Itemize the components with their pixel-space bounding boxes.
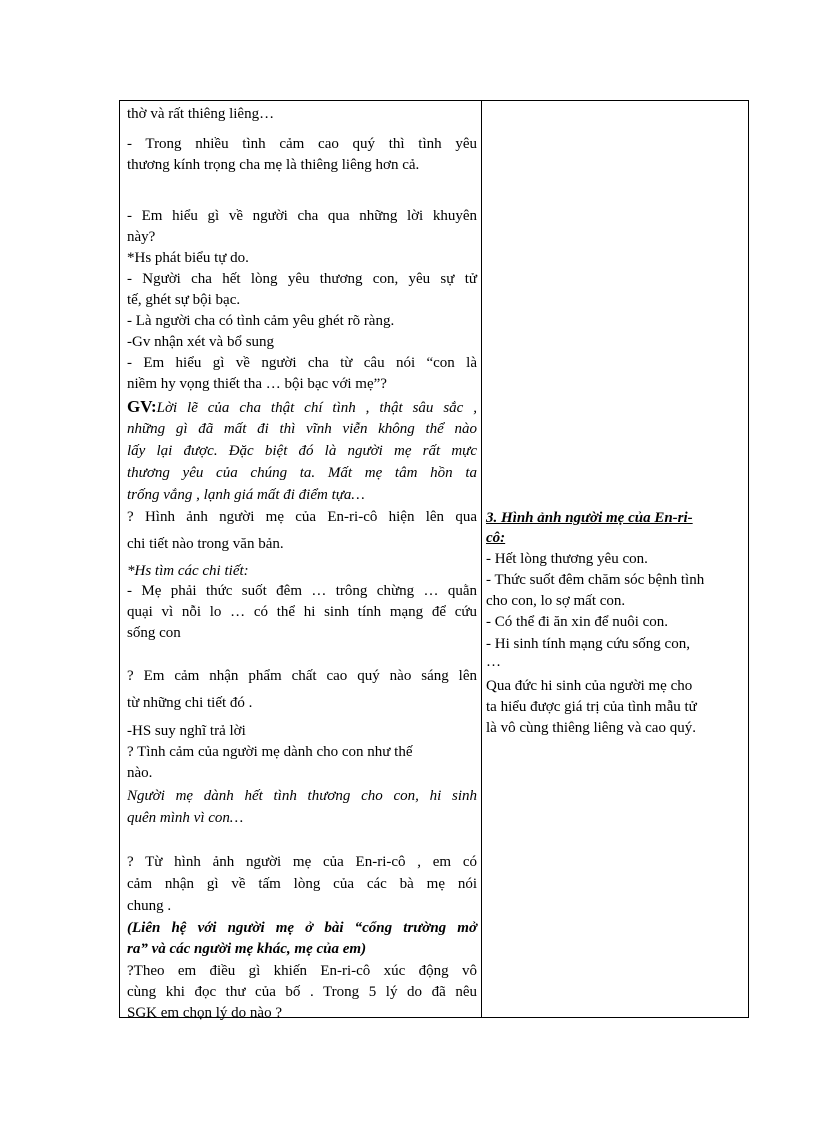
text-line: - Là người cha có tình cảm yêu ghét rõ ràng. xyxy=(127,313,395,329)
text-line: trống vắng , lạnh giá mất đi điểm tựa… xyxy=(127,487,365,503)
text-line: - Em hiểu gì về người cha qua những lời khuyên xyxy=(127,208,477,224)
text-line: ra” và các người mẹ khác, mẹ của em) xyxy=(127,941,367,957)
text-line: thương yêu của chúng ta. Mất mẹ tâm hồn ta xyxy=(127,465,477,481)
text-line: (Liên hệ với người mẹ ở bài “cổng trường mở xyxy=(127,920,477,936)
teacher-student-activity-column xyxy=(120,101,481,1021)
text-line: - Em hiểu gì về người cha từ câu nói “con là xyxy=(127,355,477,371)
text-line: chi tiết nào trong văn bản. xyxy=(127,536,284,552)
text-line: cảm nhận gì về tấm lòng của các bà mẹ nói xyxy=(127,876,477,892)
text-line: - Trong nhiều tình cảm cao quý thì tình yêu xyxy=(127,136,477,152)
section-heading-cont: cô: xyxy=(486,530,506,546)
text-line: cho con, lo sợ mất con. xyxy=(486,593,626,609)
text-line: - Người cha hết lòng yêu thương con, yêu sự tử xyxy=(127,271,477,287)
text-line: nào. xyxy=(127,765,153,781)
text-line: *Hs tìm các chi tiết: xyxy=(127,563,249,579)
text-line: ? Hình ảnh người mẹ của En-ri-cô hiện lên qua xyxy=(127,509,477,525)
text-line: sống con xyxy=(127,625,181,641)
gv-comment-line: GV:Lời lẽ của cha thật chí tình , thật sâu sắc , xyxy=(127,397,477,416)
text-line: quại vì nỗi lo … có thể hi sinh tính mạng để cứu xyxy=(127,604,477,620)
section-heading: 3. Hình ảnh người mẹ của En-ri- xyxy=(486,510,693,526)
text-line: - Mẹ phải thức suốt đêm … trông chừng … quằn xyxy=(127,583,477,599)
text-line: ? Từ hình ảnh người mẹ của En-ri-cô , em có xyxy=(127,854,477,870)
text-line: Người mẹ dành hết tình thương cho con, hi sinh xyxy=(127,788,477,804)
text-line: ? Em cảm nhận phẩm chất cao quý nào sáng lên xyxy=(127,668,477,684)
text-line: chung . xyxy=(127,898,172,914)
text-line: từ những chi tiết đó . xyxy=(127,695,253,711)
text-line: - Có thể đi ăn xin để nuôi con. xyxy=(486,614,669,630)
text-line: - Hi sinh tính mạng cứu sống con, xyxy=(486,636,690,652)
text-line: cùng khi đọc thư của bố . Trong 5 lý do đã nêu xyxy=(127,984,477,1000)
text-line: quên mình vì con… xyxy=(127,810,244,826)
text-line: ?Theo em điều gì khiến En-ri-cô xúc động vô xyxy=(127,963,477,979)
text-line: ? Tình cảm của người mẹ dành cho con như thế xyxy=(127,744,413,760)
text-line: … xyxy=(486,654,501,670)
text-line: những gì đã mất đi thì vĩnh viễn không thể nào xyxy=(127,421,477,437)
text-line: *Hs phát biểu tự do. xyxy=(127,250,249,266)
text-line: SGK em chọn lý do nào ? xyxy=(127,1005,282,1021)
text-line: ta hiểu được giá trị của tình mẫu tử xyxy=(486,699,697,715)
text-line: tế, ghét sự bội bạc. xyxy=(127,292,241,308)
lesson-content-column xyxy=(482,101,748,1017)
text-line: lấy lại được. Đặc biệt đó là người mẹ rất mực xyxy=(127,443,477,459)
text-line: này? xyxy=(127,229,156,245)
gv-label: GV: xyxy=(127,397,157,416)
text-line: - Thức suốt đêm chăm sóc bệnh tình xyxy=(486,572,705,588)
text-line: là vô cùng thiêng liêng và cao quý. xyxy=(486,720,696,736)
text-line: -HS suy nghĩ trả lời xyxy=(127,723,246,739)
text-line: thờ và rất thiêng liêng… xyxy=(127,106,275,122)
lesson-table xyxy=(119,100,749,1021)
text-line: Qua đức hi sinh của người mẹ cho xyxy=(486,678,693,694)
text-line: niềm hy vọng thiết tha … bội bạc với mẹ”? xyxy=(127,376,387,392)
text-line: - Hết lòng thương yêu con. xyxy=(486,551,648,567)
text-line: -Gv nhận xét và bổ sung xyxy=(127,334,275,350)
text-line: thương kính trọng cha mẹ là thiêng liêng hơn cả. xyxy=(127,157,420,173)
